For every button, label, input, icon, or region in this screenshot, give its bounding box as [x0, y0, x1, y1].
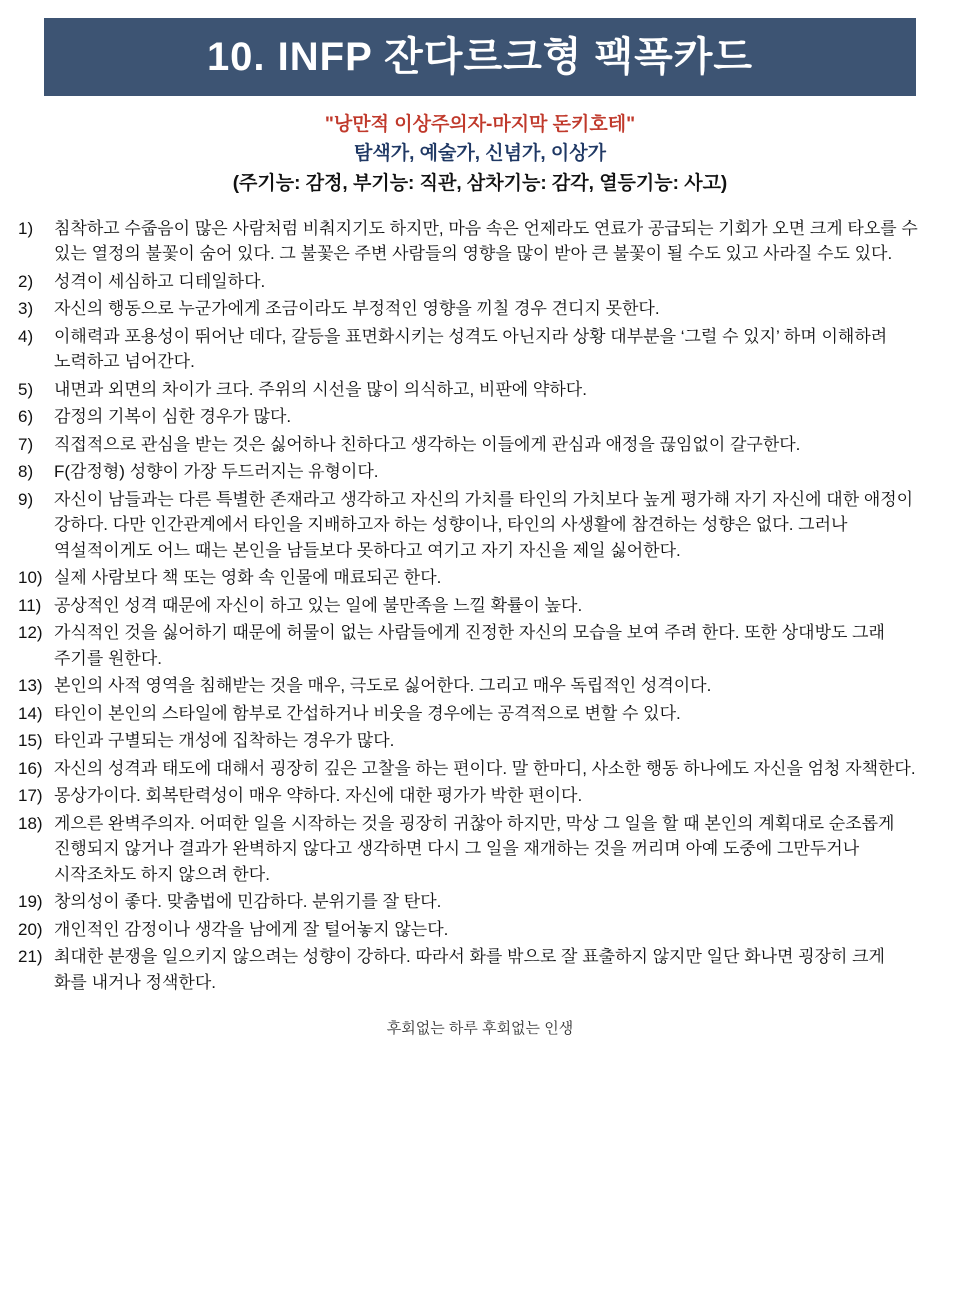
subtitle-functions: (주기능: 감정, 부기능: 직관, 삼차기능: 감각, 열등기능: 사고)	[232, 172, 728, 194]
list-item	[14, 889, 946, 915]
list-item-text: 공상적인 성격 때문에 자신이 하고 있는 일에 불만족을 느낄 확률이 높다.	[54, 595, 583, 615]
list-item-text: 감정의 기복이 심한 경우가 많다.	[54, 407, 292, 427]
list-item-text: 개인적인 감정이나 생각을 남에게 잘 털어놓지 않는다.	[54, 919, 449, 939]
list-item	[14, 459, 946, 485]
list-item-text: F(감정형) 성향이 가장 두드러지는 유형이다.	[54, 462, 379, 482]
list-item-number: 8)	[18, 462, 34, 482]
list-item-text: 최대한 분쟁을 일으키지 않으려는 성향이 강하다. 따라서 화를 밖으로 잘 표출하지 않지만 일단 화나면 굉장히 크게 화를 내거나 정색한다.	[54, 947, 885, 992]
list-item	[14, 324, 946, 375]
list-item	[14, 377, 946, 403]
list-item	[14, 296, 946, 322]
list-item	[14, 944, 946, 995]
list-item-text: 이해력과 포용성이 뛰어난 데다, 갈등을 표면화시키는 성격도 아닌지라 상황 대부분을 ‘그럴 수 있지’ 하며 이해하려 노력하고 넘어간다.	[54, 326, 888, 372]
list-item-text: 자신이 남들과는 다른 특별한 존재라고 생각하고 자신의 가치를 타인의 가치보다 높게 평가해 자기 자신에 대한 애정이 강하다. 다만 인간관계에서 타인을 지배하고자 하는 성향이나, 타인의 사생활에 참견하는 성향은 없다. 그러나 역설적이게도 어느 때는 본인을 남들보다 못하다고 여기고 자기 자신을 제일 싫어한다.	[54, 489, 914, 560]
subtitle-quote: "낭만적 이상주의자-마지막 돈키호테"	[324, 114, 636, 135]
list-item	[14, 917, 946, 943]
list-item-text: 게으른 완벽주의자. 어떠한 일을 시작하는 것을 굉장히 귀찮아 하지만, 막상 그 일을 할 때 본인의 계획대로 순조롭게 진행되지 않거나 결과가 완벽하지 않다고 생각하면 다시 그 일을 재개하는 것을 꺼리며 아예 도중에 그만두거나 시작조차도 하지 않으려 한다.	[54, 813, 895, 884]
list-item-number: 13)	[18, 676, 43, 696]
list-item-number: 18)	[18, 813, 43, 833]
list-item	[14, 269, 946, 295]
list-item-text: 타인이 본인의 스타일에 함부로 간섭하거나 비웃을 경우에는 공격적으로 변할 수 있다.	[54, 703, 681, 723]
list-item-text: 침착하고 수줍음이 많은 사람처럼 비춰지기도 하지만, 마음 속은 언제라도 연료가 공급되는 기회가 오면 크게 타오를 수 있는 열정의 불꽃이 숨어 있다. 그 불꽃은 주변 사람들의 영향을 많이 받아 큰 불꽃이 될 수도 있고 사라질 수도 있다.	[54, 218, 918, 264]
list-item-text: 타인과 구별되는 개성에 집착하는 경우가 많다.	[54, 731, 395, 751]
list-item	[14, 565, 946, 591]
list-item-number: 6)	[18, 407, 34, 427]
page-title: 10. INFP 잔다르크형 팩폭카드	[206, 35, 754, 79]
list-item	[14, 620, 946, 671]
list-item	[14, 701, 946, 727]
list-item	[14, 432, 946, 458]
list-item-text: 성격이 세심하고 디테일하다.	[54, 271, 266, 291]
list-item-text: 가식적인 것을 싫어하기 때문에 허물이 없는 사람들에게 진정한 자신의 모습을 보여 주려 한다. 또한 상대방도 그래 주기를 원한다.	[54, 623, 885, 668]
list-item-text: 창의성이 좋다. 맞춤법에 민감하다. 분위기를 잘 탄다.	[54, 892, 442, 912]
list-item-text: 직접적으로 관심을 받는 것은 싫어하나 친하다고 생각하는 이들에게 관심과 애정을 끊임없이 갈구한다.	[54, 434, 801, 454]
list-item-number: 17)	[18, 786, 43, 806]
list-item-number: 2)	[18, 271, 34, 291]
list-item-number: 10)	[18, 568, 43, 588]
list-item	[14, 593, 946, 619]
list-item-number: 9)	[18, 489, 34, 509]
subtitle-block	[0, 112, 960, 198]
list-item-number: 20)	[18, 919, 43, 939]
list-item-text: 본인의 사적 영역을 침해받는 것을 매우, 극도로 싫어한다. 그리고 매우 독립적인 성격이다.	[54, 676, 712, 696]
list-item-number: 15)	[18, 731, 43, 751]
list-item	[14, 216, 946, 267]
title-banner	[44, 18, 916, 96]
list-item-text: 내면과 외면의 차이가 크다. 주위의 시선을 많이 의식하고, 비판에 약하다.	[54, 379, 587, 399]
subtitle-roles: 탐색가, 예술가, 신념가, 이상가	[354, 142, 606, 164]
fact-list	[14, 216, 946, 996]
list-item-number: 3)	[18, 299, 34, 319]
list-item	[14, 783, 946, 809]
list-item	[14, 756, 946, 782]
list-item-number: 12)	[18, 623, 43, 643]
list-item	[14, 728, 946, 754]
list-item-number: 16)	[18, 758, 43, 778]
footer-text: 후회없는 하루 후회없는 인생	[386, 1020, 574, 1038]
list-item-number: 4)	[18, 326, 34, 346]
list-item	[14, 811, 946, 888]
list-item-text: 자신의 행동으로 누군가에게 조금이라도 부정적인 영향을 끼칠 경우 견디지 못한다.	[54, 299, 660, 319]
list-item	[14, 673, 946, 699]
list-item	[14, 487, 946, 564]
list-item-text: 자신의 성격과 태도에 대해서 굉장히 깊은 고찰을 하는 편이다. 말 한마디, 사소한 행동 하나에도 자신을 엄청 자책한다.	[54, 758, 916, 778]
list-item-text: 몽상가이다. 회복탄력성이 매우 약하다. 자신에 대한 평가가 박한 편이다.	[54, 786, 583, 806]
list-item-number: 14)	[18, 703, 43, 723]
list-item-number: 5)	[18, 379, 34, 399]
list-item-number: 7)	[18, 434, 34, 454]
list-item-number: 19)	[18, 892, 43, 912]
list-item-text: 실제 사람보다 책 또는 영화 속 인물에 매료되곤 한다.	[54, 568, 442, 588]
list-item	[14, 404, 946, 430]
document-page	[0, 18, 960, 1298]
list-item-number: 21)	[18, 947, 43, 967]
list-item-number: 1)	[18, 218, 34, 238]
list-item-number: 11)	[18, 595, 42, 615]
